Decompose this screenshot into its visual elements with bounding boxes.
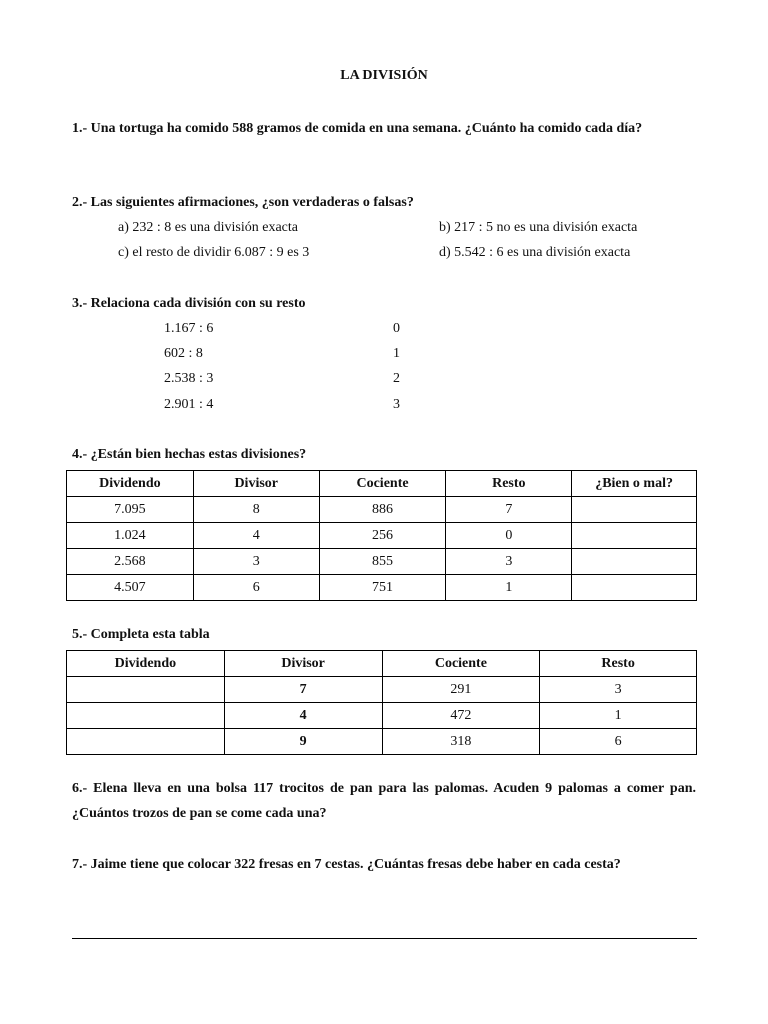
- header-cell: Cociente: [319, 471, 446, 497]
- dividend-cell: 2.568: [67, 549, 194, 575]
- dividend-cell: 4.507: [67, 575, 194, 601]
- table-header-row: [67, 471, 697, 497]
- quotient-cell: 886: [319, 497, 446, 523]
- divisor-cell: 8: [193, 497, 319, 523]
- option-a: a) 232 : 8 es una división exacta: [118, 220, 299, 235]
- answer-cell[interactable]: [572, 497, 697, 523]
- quotient-cell: 291: [382, 677, 540, 703]
- table-row: [67, 549, 697, 575]
- quotient-cell: 318: [382, 729, 540, 755]
- remainder-cell: 0: [446, 523, 572, 549]
- division-item: 2.538 : 3: [164, 371, 214, 386]
- dividend-blank-cell[interactable]: [67, 677, 225, 703]
- question-3: 3.- Relaciona cada división con su resto: [72, 296, 306, 311]
- header-cell: Divisor: [193, 471, 319, 497]
- table-row: [67, 703, 697, 729]
- question-2: 2.- Las siguientes afirmaciones, ¿son verdaderas o falsas?: [72, 195, 414, 210]
- dividend-cell: 1.024: [67, 523, 194, 549]
- remainder-cell: 7: [446, 497, 572, 523]
- remainder-cell: 3: [446, 549, 572, 575]
- divisor-cell: 7: [224, 677, 382, 703]
- quotient-cell: 472: [382, 703, 540, 729]
- header-cell: Divisor: [224, 651, 382, 677]
- dividend-blank-cell[interactable]: [67, 703, 225, 729]
- header-cell: ¿Bien o mal?: [572, 471, 697, 497]
- divisor-cell: 9: [224, 729, 382, 755]
- remainder-cell: 1: [540, 703, 697, 729]
- division-item: 602 : 8: [164, 346, 203, 361]
- quotient-cell: 751: [319, 575, 446, 601]
- dividend-blank-cell[interactable]: [67, 729, 225, 755]
- dividend-cell: 7.095: [67, 497, 194, 523]
- quotient-cell: 855: [319, 549, 446, 575]
- divisor-cell: 4: [224, 703, 382, 729]
- table-row: [67, 497, 697, 523]
- remainder-cell: 3: [540, 677, 697, 703]
- division-item: 2.901 : 4: [164, 397, 214, 412]
- option-d: d) 5.542 : 6 es una división exacta: [439, 245, 631, 260]
- question-7: 7.- Jaime tiene que colocar 322 fresas en 7 cestas. ¿Cuántas fresas debe haber en cada cesta?: [72, 857, 621, 872]
- question-6: 6.- Elena lleva en una bolsa 117 trocitos de pan para las palomas. Acuden 9 palomas a comer pan. ¿Cuántos trozos de pan se come cada una?: [72, 781, 696, 821]
- header-cell: Resto: [540, 651, 697, 677]
- table-row: [67, 729, 697, 755]
- page-title: LA DIVISIÓN: [340, 68, 428, 83]
- table-header-row: [67, 651, 697, 677]
- option-b: b) 217 : 5 no es una división exacta: [439, 220, 638, 235]
- divisor-cell: 6: [193, 575, 319, 601]
- answer-cell[interactable]: [572, 575, 697, 601]
- table-row: [67, 575, 697, 601]
- answer-cell[interactable]: [572, 523, 697, 549]
- divisor-cell: 4: [193, 523, 319, 549]
- division-item: 1.167 : 6: [164, 321, 214, 336]
- check-divisions-table: [66, 470, 697, 601]
- remainder-item: 3: [393, 397, 400, 412]
- complete-table: [66, 650, 697, 755]
- question-5: 5.- Completa esta tabla: [72, 627, 210, 642]
- header-cell: Cociente: [382, 651, 540, 677]
- divisor-cell: 3: [193, 549, 319, 575]
- remainder-item: 1: [393, 346, 400, 361]
- table-row: [67, 523, 697, 549]
- header-cell: Dividendo: [67, 651, 225, 677]
- footer-divider: [72, 938, 697, 939]
- remainder-item: 2: [393, 371, 400, 386]
- answer-cell[interactable]: [572, 549, 697, 575]
- remainder-cell: 1: [446, 575, 572, 601]
- quotient-cell: 256: [319, 523, 446, 549]
- remainder-cell: 6: [540, 729, 697, 755]
- table-row: [67, 677, 697, 703]
- remainder-item: 0: [393, 321, 400, 336]
- header-cell: Dividendo: [67, 471, 194, 497]
- option-c: c) el resto de dividir 6.087 : 9 es 3: [118, 245, 310, 260]
- question-1: 1.- Una tortuga ha comido 588 gramos de comida en una semana. ¿Cuánto ha comido cada día?: [72, 121, 643, 136]
- header-cell: Resto: [446, 471, 572, 497]
- question-4: 4.- ¿Están bien hechas estas divisiones?: [72, 447, 307, 462]
